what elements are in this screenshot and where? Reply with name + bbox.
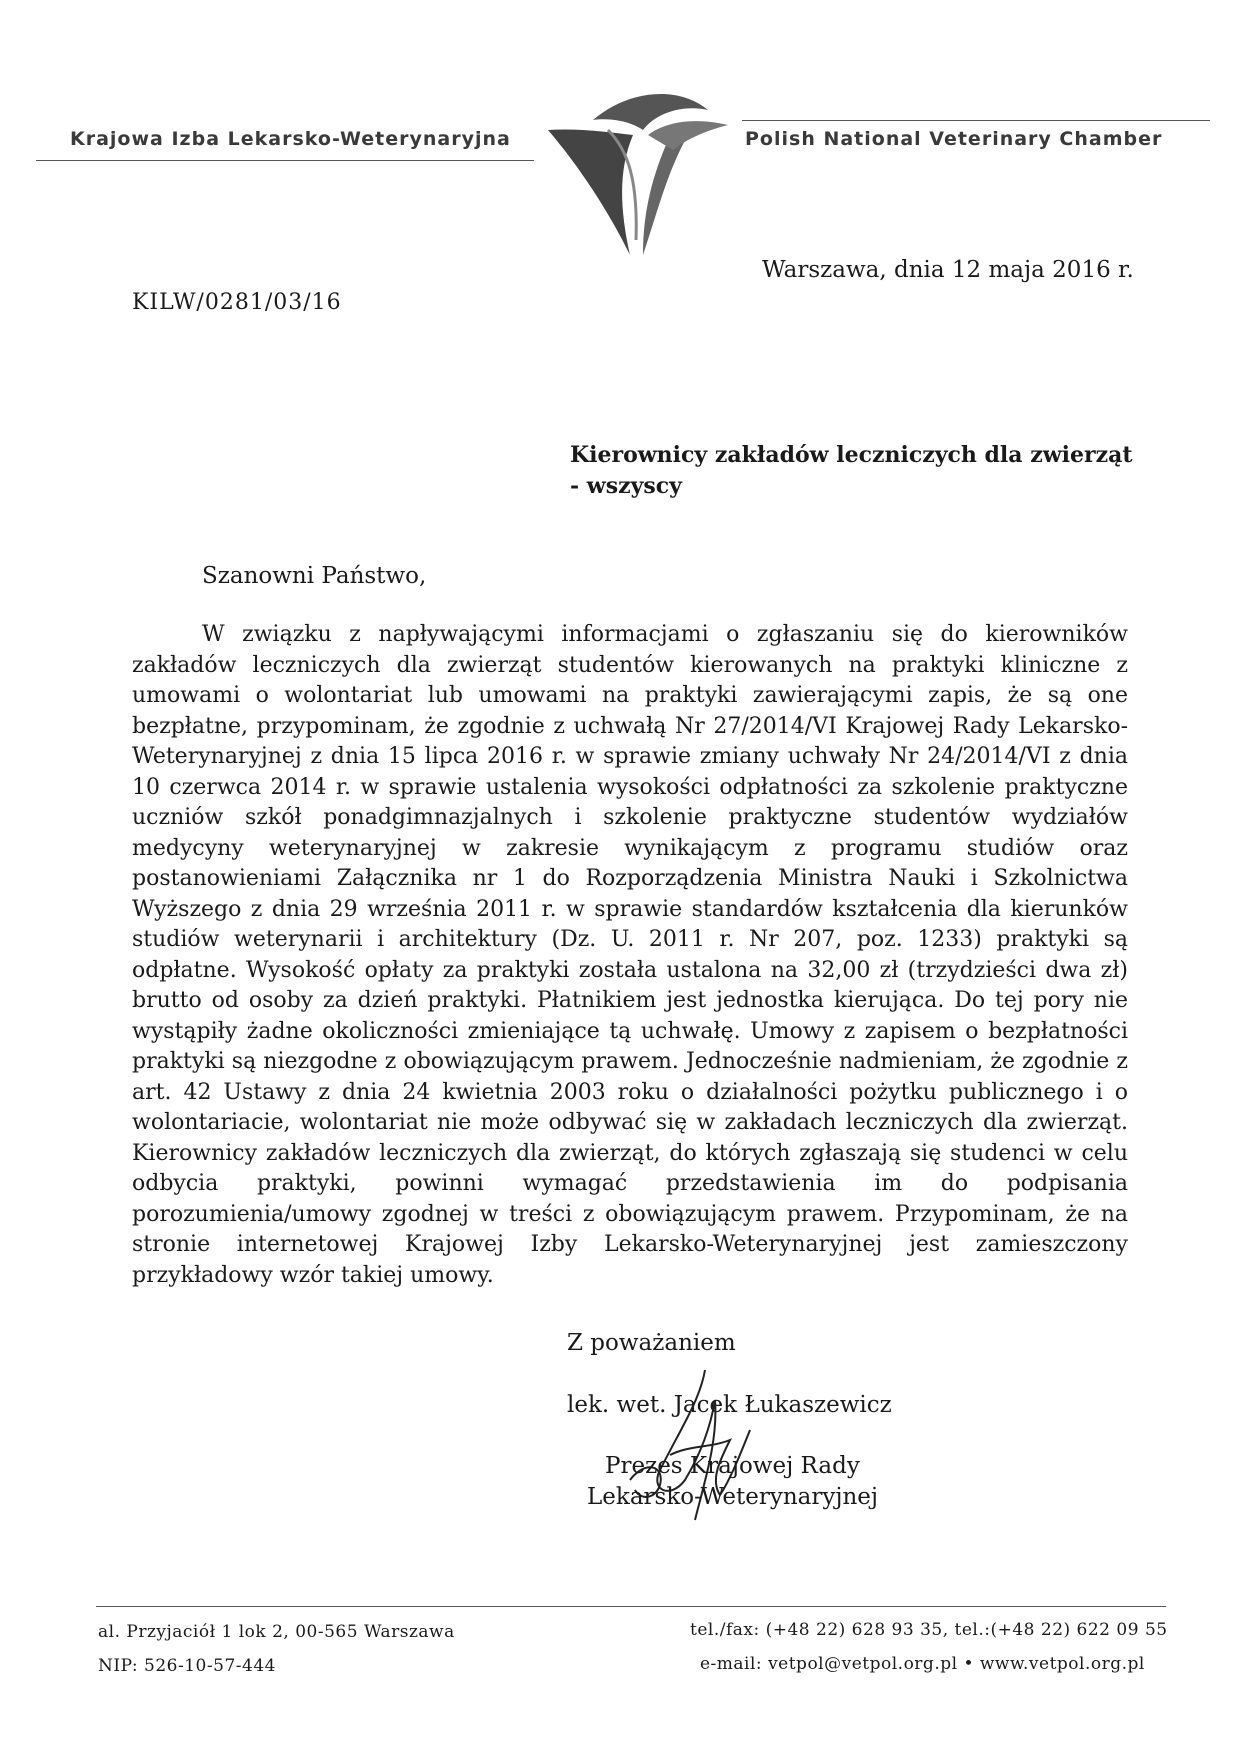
salutation: Szanowni Państwo,: [202, 563, 427, 589]
chamber-name-english: Polish National Veterinary Chamber: [745, 128, 1163, 150]
signer-role-line-1: Prezes Krajowej Rady: [605, 1453, 860, 1479]
chamber-name-polish: Krajowa Izba Lekarsko-Weterynaryjna: [70, 128, 511, 150]
footer-nip: NIP: 526-10-57-444: [98, 1656, 276, 1676]
letter-body: W związku z napływającymi informacjami o zgłaszaniu się do kierowników zakładów leczniczych dla zwierząt studentów kierowanych na praktyki kliniczne z umowami o wolontariat lub umowami na praktyki zawierającymi zapis, że są one bezpłatne, przypominam, że zgodnie z uchwałą Nr 27/2014/VI Krajowej Rady Lekarsko-Weterynaryjnej z dnia 15 lipca 2016 r. w sprawie zmiany uchwały Nr 24/2014/VI z dnia 10 czerwca 2014 r. w sprawie ustalenia wysokości odpłatności za szkolenie praktyczne uczniów szkół ponadgimnazjalnych i szkolenie praktyczne studentów wydziałów medycyny weterynaryjnej w zakresie wynikającym z programu studiów oraz postanowieniami Załącznika nr 1 do Rozporządzenia Ministra Nauki i Szkolnictwa Wyższego z dnia 29 września 2011 r. w sprawie standardów kształcenia dla kierunków studiów weterynarii i architektury (Dz. U. 2011 r. Nr 207, poz. 1233) praktyki są odpłatne. Wysokość opłaty za praktyki została ustalona na 32,00 zł (trzydzieści dwa zł) brutto od osoby za dzień praktyki. Płatnikiem jest jednostka kierująca. Do tej pory nie wystąpiły żadne okoliczności zmieniające tą uchwałę. Umowy z zapisem o bezpłatności praktyki są niezgodne z obowiązującym prawem. Jednocześnie nadmieniam, że zgodnie z art. 42 Ustawy z dnia 24 kwietnia 2003 roku o działalności pożytku publicznego i o wolontariacie, wolontariat nie może odbywać się w zakładach leczniczych dla zwierząt. Kierownicy zakładów leczniczych dla zwierząt, do których zgłaszają się studenci w celu odbycia praktyki, powinni wymagać przedstawienia im do podpisania porozumienia/umowy zgodnej w treści z obowiązującym prawem. Przypominam, że na stronie internetowej Krajowej Izby Lekarsko-Weterynaryjnej jest zamieszczony przykładowy wzór takiej umowy.: [132, 622, 1128, 1288]
reference-number: KILW/0281/03/16: [132, 290, 342, 315]
closing: Z poważaniem: [567, 1330, 736, 1356]
header-rule-right: [742, 120, 1210, 121]
footer-rule: [96, 1606, 1166, 1607]
signer-name: lek. wet. Jacek Łukaszewicz: [567, 1392, 892, 1418]
addressee-block: [570, 440, 1150, 502]
footer-email-web: e-mail: vetpol@vetpol.org.pl • www.vetpol.org.pl: [700, 1654, 1145, 1674]
signer-role-line-2: Lekarsko-Weterynaryjnej: [587, 1484, 879, 1510]
chamber-logo-icon: [548, 90, 733, 260]
addressee-line-2: - wszyscy: [570, 473, 682, 499]
footer-address: al. Przyjaciół 1 lok 2, 00-565 Warszawa: [98, 1622, 455, 1642]
letter-date: Warszawa, dnia 12 maja 2016 r.: [762, 257, 1134, 283]
footer-phone: tel./fax: (+48 22) 628 93 35, tel.:(+48 22) 622 09 55: [690, 1620, 1168, 1640]
header-rule-left: [36, 160, 534, 161]
addressee-line-1: Kierownicy zakładów leczniczych dla zwierząt: [570, 442, 1133, 468]
